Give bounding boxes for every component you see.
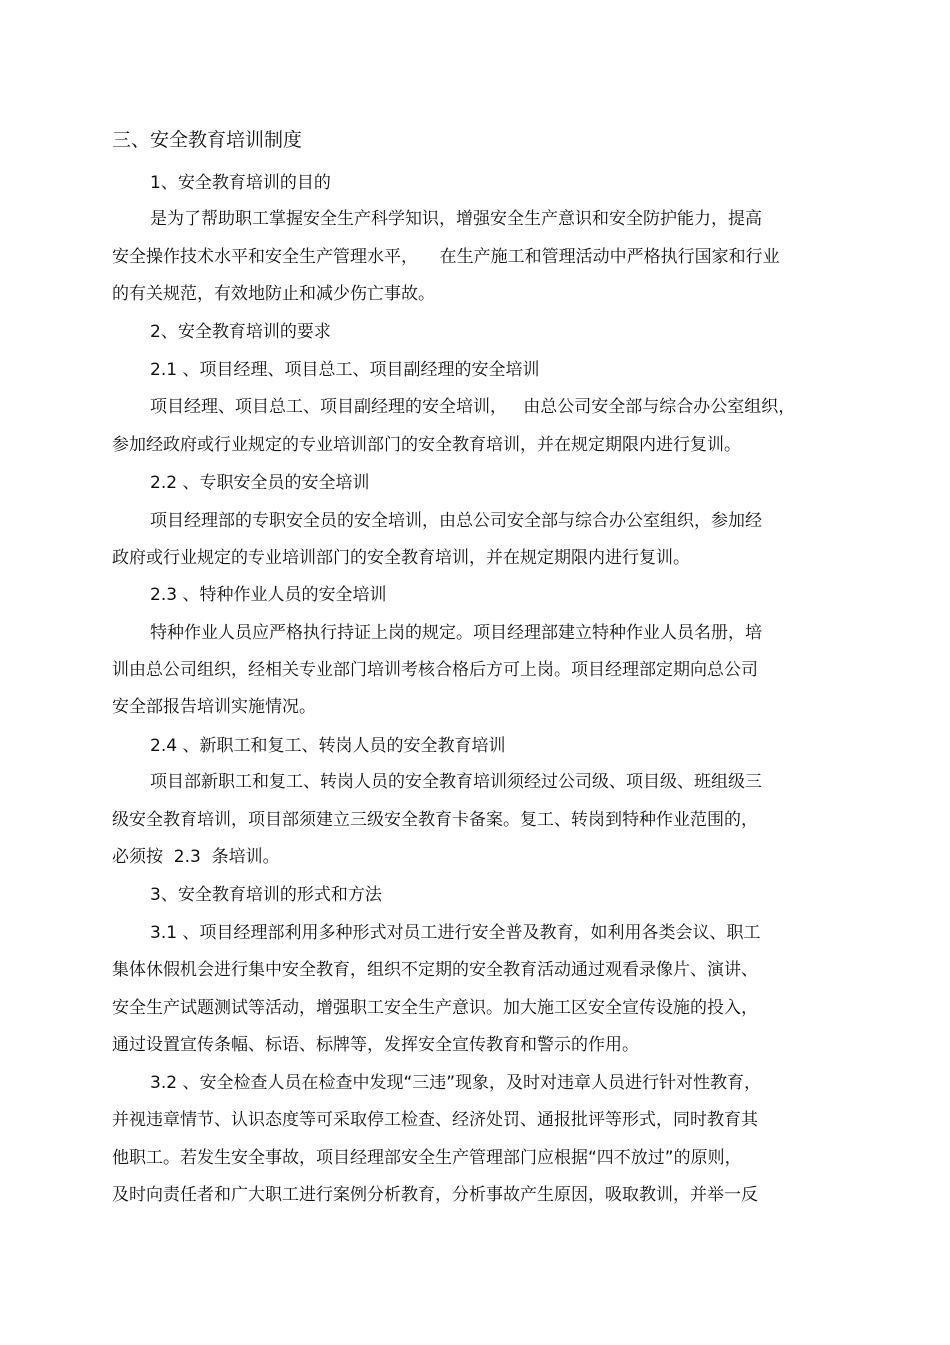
paragraph-line: 安全操作技术水平和安全生产管理水平， 在生产施工和管理活动中严格执行国家和行业 [112,247,780,267]
subheading-2-3: 2.3 、特种作业人员的安全培训 [150,585,387,605]
paragraph-line: 项目经理、项目总工、项目副经理的安全培训， 由总公司安全部与综合办公室组织， [150,397,796,417]
paragraph-line: 训由总公司组织，经相关专业部门培训考核合格后方可上岗。项目经理部定期向总公司 [112,660,758,680]
paragraph-line: 项目部新职工和复工、转岗人员的安全教育培训须经过公司级、项目级、班组级三 [150,772,762,792]
paragraph-line: 项目经理部的专职安全员的安全培训，由总公司安全部与综合办公室组织，参加经 [150,511,762,531]
paragraph-line: 他职工。若发生安全事故，项目经理部安全生产管理部门应根据“四不放过”的原则， [112,1148,742,1168]
section-title: 三、安全教育培训制度 [112,129,303,151]
paragraph-line: 安全生产试题测试等活动，增强职工安全生产意识。加大施工区安全宣传设施的投入， [112,998,758,1018]
paragraph-line: 的有关规范，有效地防止和减少伤亡事故。 [112,284,435,304]
paragraph-line: 参加经政府或行业规定的专业培训部门的安全教育培训，并在规定期限内进行复训。 [112,435,741,455]
paragraph-line: 通过设置宣传条幅、标语、标牌等，发挥安全宣传教育和警示的作用。 [112,1035,639,1055]
subheading-2-4: 2.4 、新职工和复工、转岗人员的安全教育培训 [150,736,506,756]
heading-3: 3、安全教育培训的形式和方法 [150,885,382,905]
heading-2: 2、安全教育培训的要求 [150,322,331,342]
paragraph-line: 安全部报告培训实施情况。 [112,697,316,717]
paragraph-line: 政府或行业规定的专业培训部门的安全教育培训，并在规定期限内进行复训。 [112,548,690,568]
paragraph-line: 3.1 、项目经理部利用多种形式对员工进行安全普及教育，如利用各类会议、职工 [150,923,761,943]
paragraph-line: 必须按 2.3 条培训。 [112,847,280,867]
subheading-2-2: 2.2 、专职安全员的安全培训 [150,473,370,493]
subheading-2-1: 2.1 、项目经理、项目总工、项目副经理的安全培训 [150,360,540,380]
paragraph-line: 并视违章情节、认识态度等可采取停工检查、经济处罚、通报批评等形式，同时教育其 [112,1110,758,1130]
paragraph-line: 及时向责任者和广大职工进行案例分析教育，分析事故产生原因，吸取教训，并举一反 [112,1185,758,1205]
paragraph-line: 集体休假机会进行集中安全教育，组织不定期的安全教育活动通过观看录像片、演讲、 [112,960,758,980]
heading-1: 1、安全教育培训的目的 [150,173,331,193]
paragraph-line: 3.2 、安全检查人员在检查中发现“三违”现象，及时对违章人员进行针对性教育， [150,1073,762,1093]
paragraph-line: 特种作业人员应严格执行持证上岗的规定。项目经理部建立特种作业人员名册，培 [150,623,762,643]
paragraph-line: 级安全教育培训，项目部须建立三级安全教育卡备案。复工、转岗到特种作业范围的， [112,810,758,830]
paragraph-line: 是为了帮助职工掌握安全生产科学知识，增强安全生产意识和安全防护能力，提高 [150,209,762,229]
